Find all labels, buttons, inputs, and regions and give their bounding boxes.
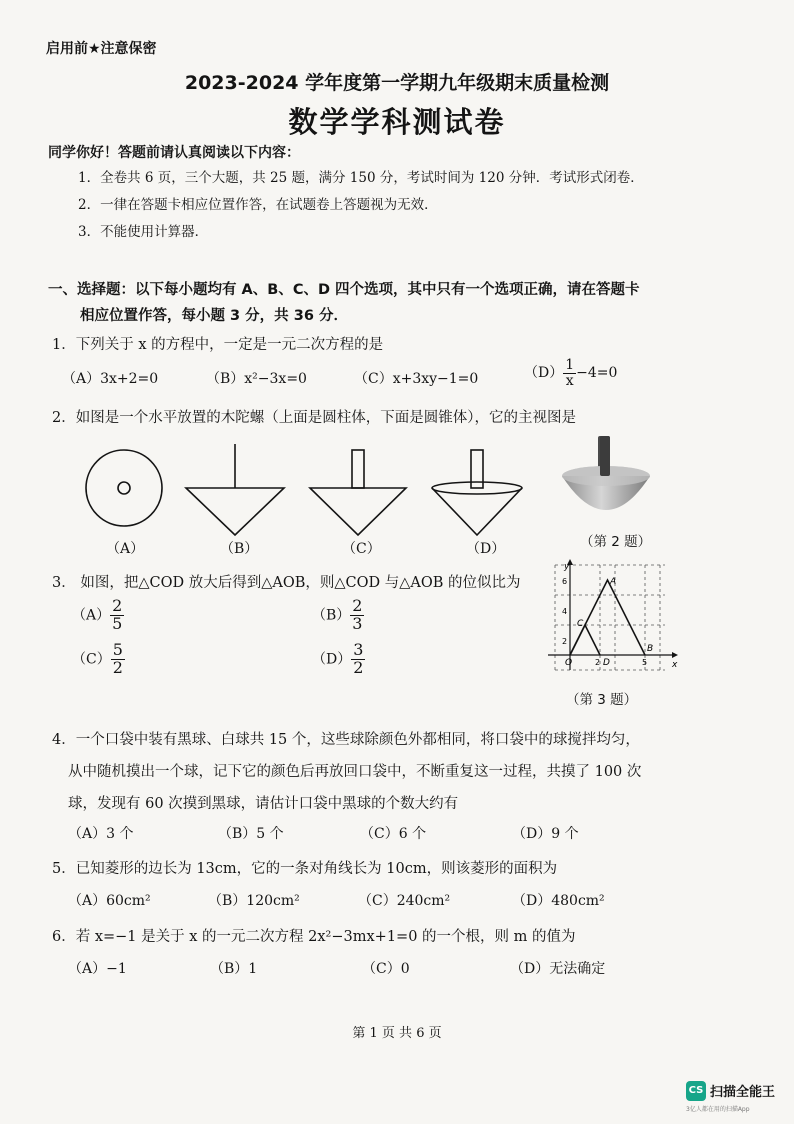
q4-option-a: （A）3 个 [68,826,134,842]
q3-option-d-label: （D） [312,651,352,668]
q3-point-o: O [565,658,573,668]
question-4-line-3: 球，发现有 60 次摸到黑球，请估计口袋中黑球的个数大约有 [68,796,459,812]
q3-option-c [72,642,125,677]
q3-x-tick-2: 2 [595,658,601,667]
q2-label-c: （C） [342,541,381,557]
q2-figure-b [186,444,284,535]
q3-option-d [312,642,365,677]
q5-option-c: （C）240cm² [358,893,451,909]
q3-option-b-fraction [350,598,364,633]
q3-x-tick-5: 5 [642,658,648,667]
notice-greeting: 同学你好！答题前请认真阅读以下内容： [48,145,300,161]
question-5-stem: 5．已知菱形的边长为 13cm，它的一条对角线长为 10cm，则该菱形的面积为 [52,861,558,877]
q3-option-b-numerator: 2 [352,596,363,615]
q1-option-a: （A）3x+2=0 [62,371,159,387]
q3-option-a-denominator: 5 [112,613,123,633]
q3-option-a-label: （A） [72,607,111,624]
q3-option-b [312,598,364,633]
q3-y-tick-4: 4 [562,607,568,616]
q6-option-c: （C）0 [362,961,410,977]
scanner-slogan: 3亿人都在用的扫描App [686,1106,750,1113]
q1-option-b: （B）x²−3x=0 [206,371,307,387]
notice-item-2: 2．一律在答题卡相应位置作答，在试题卷上答题视为无效． [78,197,438,213]
exam-subtitle: 数学学科测试卷 [288,105,506,139]
question-4-line-2: 从中随机摸出一个球，记下它的颜色后再放回口袋中，不断重复这一过程，共摸了 100 次 [68,764,642,780]
q3-option-c-numerator: 5 [112,640,123,659]
notice-item-1: 1．全卷共 6 页，三个大题，共 25 题，满分 150 分，考试时间为 120 分钟．考试形式闭卷． [78,170,644,186]
q3-coordinate-graph [540,558,690,678]
q3-option-d-numerator: 3 [353,640,364,659]
q3-point-b: B [647,644,654,654]
q1-option-d [524,358,617,388]
q3-point-d: D [603,658,610,668]
page-number: 第 1 页 共 6 页 [352,1026,442,1041]
scanner-logo-icon: CS [686,1081,706,1101]
q1-option-c: （C）x+3xy−1=0 [354,371,479,387]
q3-x-label: x [672,660,678,670]
q3-triangle-cod [570,625,600,655]
q2-figure-c [310,450,406,535]
q2-spinning-top-photo [560,432,680,524]
q1-option-d-numerator: 1 [565,357,575,373]
q3-option-a [72,598,124,633]
q3-y-tick-6: 6 [562,577,568,586]
q2-label-b: （B） [220,541,259,557]
q2-label-a: （A） [106,541,145,557]
section-heading: 一、选择题：以下每小题均有 A、B、C、D 四个选项，其中只有一个选项正确，请在答题卡 [48,282,640,298]
q3-option-d-denominator: 2 [353,657,364,677]
q2-figures [80,440,600,540]
section-heading-line2: 相应位置作答，每小题 3 分，共 36 分． [80,308,348,324]
q2-figure-d [432,450,522,535]
q2-figure-a [86,450,162,526]
q3-option-c-denominator: 2 [112,657,123,677]
q3-option-d-fraction [351,642,365,677]
q4-option-b: （B）5 个 [218,826,284,842]
q1-option-d-rest: −4=0 [576,365,618,382]
q4-option-c: （C）6 个 [360,826,427,842]
q2-label-d: （D） [466,541,506,557]
q4-option-d: （D）9 个 [512,826,579,842]
q3-option-b-label: （B） [312,607,351,624]
notice-item-3: 3．不能使用计算器． [78,224,209,240]
q3-point-c: C [577,619,584,629]
scanner-watermark [686,1080,776,1113]
q3-y-tick-2: 2 [562,637,568,646]
q5-option-d: （D）480cm² [512,893,605,909]
q5-option-b: （B）120cm² [208,893,300,909]
question-2-stem: 2．如图是一个水平放置的木陀螺（上面是圆柱体，下面是圆锥体），它的主视图是 [52,410,576,426]
q3-option-b-denominator: 3 [352,613,363,633]
question-4-line-1: 4．一个口袋中装有黑球、白球共 15 个，这些球除颜色外都相同，将口袋中的球搅拌均匀， [52,732,640,748]
confidential-label: 启用前★注意保密 [46,41,157,57]
q3-option-a-numerator: 2 [112,596,123,615]
scanner-brand: 扫描全能王 [710,1085,776,1100]
q1-option-d-denominator: x [565,372,574,389]
q3-y-label: y [564,562,570,572]
q3-option-c-fraction [111,642,125,677]
question-6-stem: 6．若 x=−1 是关于 x 的一元二次方程 2x²−3mx+1=0 的一个根，则 m 的值为 [52,929,576,945]
q3-option-c-label: （C） [72,651,111,668]
q6-option-d: （D）无法确定 [510,961,606,977]
q1-option-d-fraction [563,358,576,388]
q5-option-a: （A）60cm² [68,893,151,909]
q3-x-arrow [672,652,678,658]
q6-option-b: （B）1 [210,961,258,977]
question-3-stem: 3． 如图，把△COD 放大后得到△AOB，则△COD 与△AOB 的位似比为 [52,575,521,591]
q2-caption: （第 2 题） [580,534,652,550]
q6-option-a: （A）−1 [68,961,127,977]
exam-title: 2023-2024 学年度第一学期九年级期末质量检测 [184,72,610,94]
q3-triangle-aob [570,580,645,655]
q3-caption: （第 3 题） [566,692,638,708]
q1-option-d-label: （D） [524,365,564,382]
q3-point-a: A [610,577,617,587]
q3-option-a-fraction [110,598,124,633]
question-1-stem: 1．下列关于 x 的方程中，一定是一元二次方程的是 [52,337,384,353]
